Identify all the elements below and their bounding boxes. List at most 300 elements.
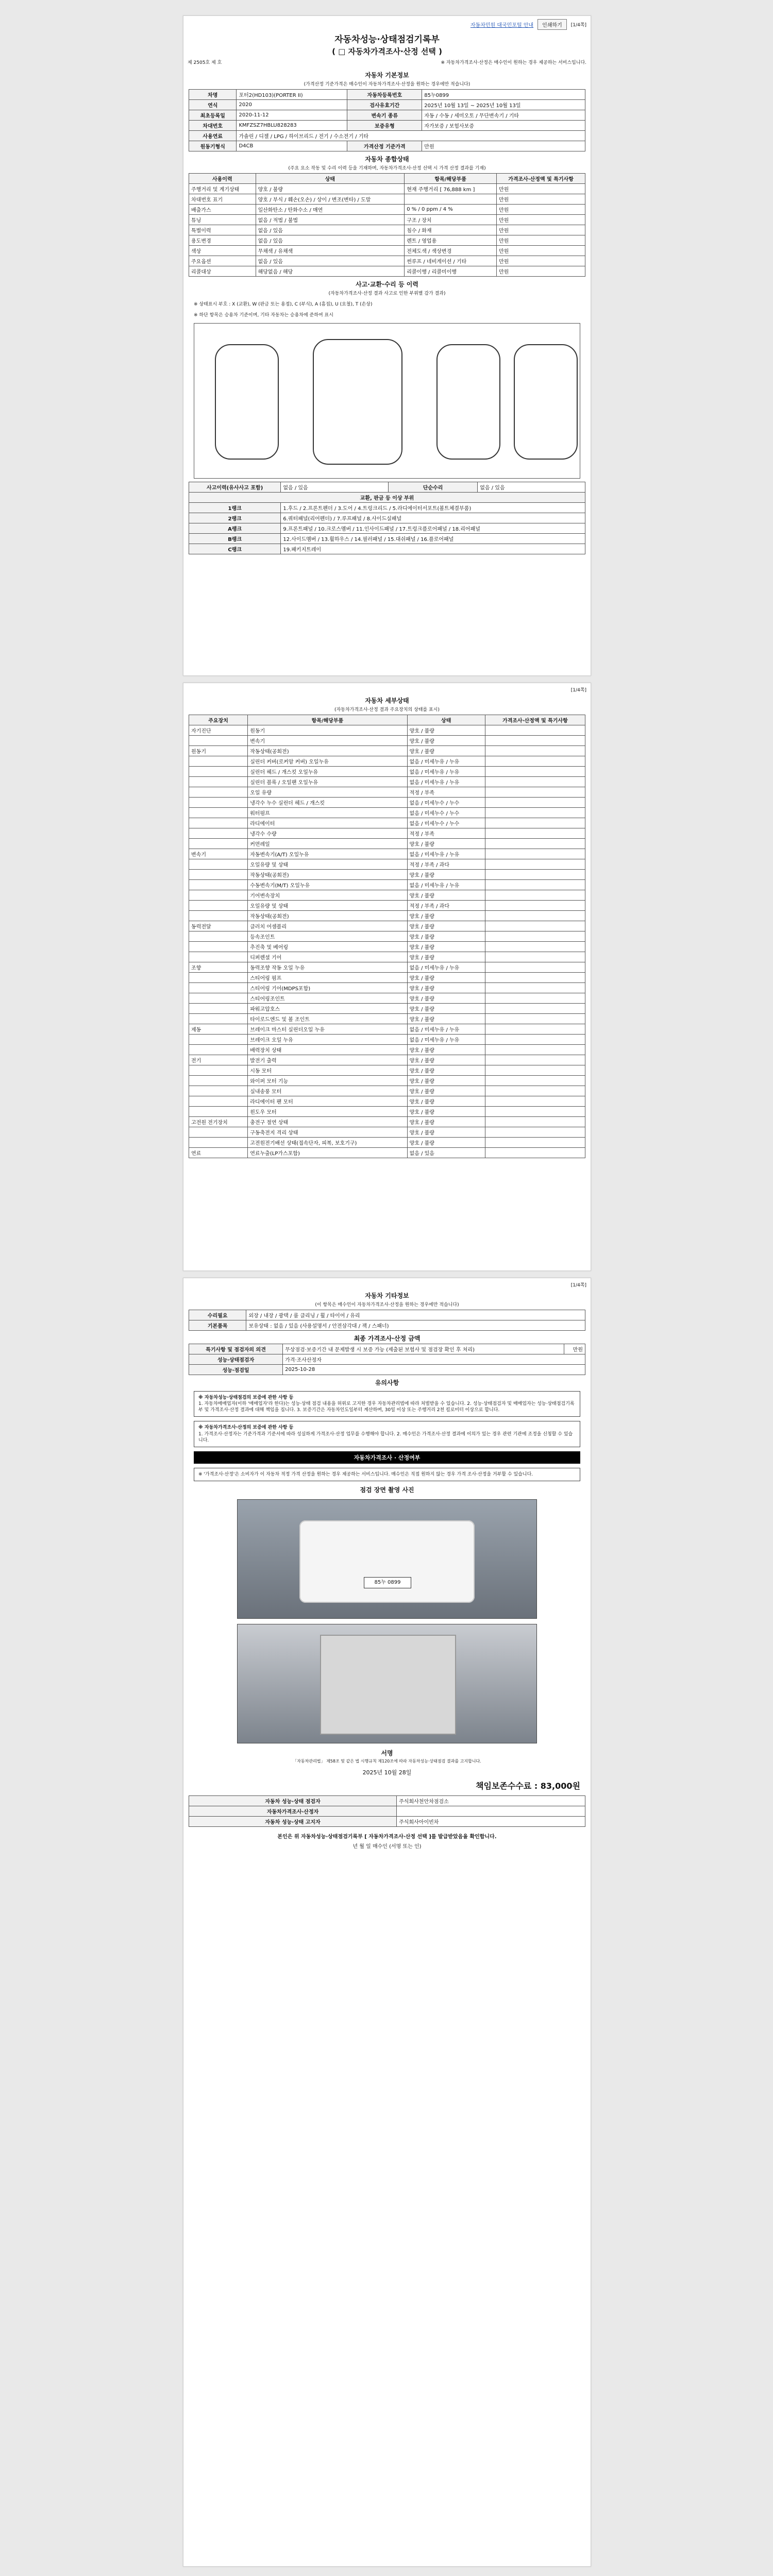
item: 스티어링 펌프	[248, 973, 407, 983]
item: 배력장치 상태	[248, 1045, 407, 1055]
item: 커먼레일	[248, 839, 407, 849]
accident-sub-note: ※ 하단 항목은 승용차 기준이며, 기타 자동차는 승용차에 준하여 표시	[194, 313, 333, 318]
cell: 0 % / 0 ppm / 4 %	[405, 205, 497, 215]
value: 자동 / 수동 / 세미오토 / 무단변속기 / 기타	[422, 110, 585, 121]
group	[189, 859, 248, 870]
detail-note: (자동차가격조사·산정 결과 주요장치의 상태를 표시)	[334, 707, 440, 713]
price	[485, 798, 585, 808]
state: 양호 / 불량	[407, 746, 485, 756]
group: 제동	[189, 1024, 248, 1035]
cell: 19.패키지트레이	[281, 544, 585, 554]
group	[189, 1138, 248, 1148]
inspection-photo-front	[237, 1499, 537, 1619]
value: 85누0899	[422, 90, 585, 100]
price	[485, 921, 585, 931]
rank: C랭크	[189, 544, 281, 554]
state: 양호 / 불량	[407, 1055, 485, 1065]
table-row	[189, 503, 585, 513]
value: 자가보증 / 보험사보증	[422, 121, 585, 131]
value: 2020-11-12	[237, 110, 347, 121]
price	[485, 993, 585, 1004]
label: 검사유효기간	[347, 100, 422, 110]
state: 양호 / 불량	[407, 973, 485, 983]
table-row	[189, 859, 585, 870]
page-number: [1/4쪽]	[570, 688, 586, 693]
table-row	[189, 1004, 585, 1014]
item: 윈도우 모터	[248, 1107, 407, 1117]
final-price-title: 최종 가격조사·산정 금액	[354, 1335, 421, 1342]
group: 원동기	[189, 746, 248, 756]
cell	[405, 194, 497, 205]
accident-table	[189, 482, 585, 554]
page-number: [1/4쪽]	[570, 1283, 586, 1288]
table-row	[189, 1076, 585, 1086]
price	[485, 1045, 585, 1055]
document-subtitle: ( □ 자동차가격조사·산정 선택 )	[332, 47, 442, 56]
table-row	[189, 523, 585, 534]
cell: 만원	[497, 266, 585, 277]
table-row	[189, 235, 585, 246]
group	[189, 828, 248, 839]
item: 브레이크 오일 누유	[248, 1035, 407, 1045]
photo-title: 점검 장면 촬영 사진	[360, 1486, 414, 1494]
table-row	[189, 246, 585, 256]
group	[189, 1086, 248, 1096]
item: 수동변속기(M/T) 오일누유	[248, 880, 407, 890]
item: 파워고압호스	[248, 1004, 407, 1014]
item: 자동변속기(A/T) 오일누유	[248, 849, 407, 859]
table-row	[189, 736, 585, 746]
state: 적정 / 부족 / 과다	[407, 901, 485, 911]
cell: 차대번호 표기	[189, 194, 256, 205]
page-header	[183, 16, 591, 30]
label: 차명	[189, 90, 237, 100]
label: 사용연료	[189, 131, 237, 141]
table-row	[189, 1045, 585, 1055]
item: 추진축 및 베어링	[248, 942, 407, 952]
group	[189, 983, 248, 993]
group	[189, 736, 248, 746]
state: 적정 / 부족	[407, 828, 485, 839]
cell: 없음 / 있음	[256, 235, 405, 246]
table-row	[189, 1014, 585, 1024]
state: 없음 / 미세누유 / 누유	[407, 1035, 485, 1045]
price	[485, 911, 585, 921]
table-row	[189, 993, 585, 1004]
accident-note: (자동차가격조사·산정 결과 사고로 인한 부위별 감가 결과)	[328, 291, 446, 296]
label: 단순수리	[388, 482, 477, 493]
price	[485, 767, 585, 777]
value: 2020	[237, 100, 347, 110]
price	[485, 983, 585, 993]
table-row	[189, 1055, 585, 1065]
table-row	[189, 911, 585, 921]
table-row	[189, 808, 585, 818]
page-number: [1/4쪽]	[570, 23, 586, 28]
cell: 일산화탄소 / 탄화수소 / 매연	[256, 205, 405, 215]
rank: B랭크	[189, 534, 281, 544]
notice-subtitle: ※ 자동차성능·상태점검의 보증에 관한 사항 등	[198, 1395, 294, 1400]
detail-table	[189, 715, 585, 1158]
table-row	[189, 1086, 585, 1096]
item: 타이로드엔드 및 볼 조인트	[248, 1014, 407, 1024]
price	[485, 1035, 585, 1045]
state: 양호 / 불량	[407, 1004, 485, 1014]
price	[485, 962, 585, 973]
cell: 만원	[564, 1344, 585, 1354]
table-row	[189, 839, 585, 849]
basic-info-note: (가격산정 기준가격은 매수인이 자동차가격조사·산정을 원하는 경우에만 적습니다)	[304, 82, 470, 87]
cell: 용도변경	[189, 235, 256, 246]
state: 없음 / 미세누유 / 누유	[407, 962, 485, 973]
document-note: ※ 자동차가격조사·산정은 매수인이 원하는 경우 제공하는 서비스입니다.	[441, 60, 586, 65]
state: 없음 / 있음	[407, 1148, 485, 1158]
vehicle-side-left	[215, 344, 279, 460]
table-row	[189, 983, 585, 993]
item: 원동기	[248, 725, 407, 736]
cell: 만원	[497, 246, 585, 256]
label: 연식	[189, 100, 237, 110]
table-row	[189, 225, 585, 235]
table-row	[189, 942, 585, 952]
state: 양호 / 불량	[407, 736, 485, 746]
label: 자동차 성능·상태 점검자	[189, 1795, 397, 1806]
table-row	[189, 194, 585, 205]
price	[485, 1127, 585, 1138]
state: 양호 / 불량	[407, 1076, 485, 1086]
table-row	[189, 1320, 585, 1331]
label: 사고이력(유사사고 포함)	[189, 482, 281, 493]
state: 적정 / 부족	[407, 787, 485, 798]
notice-title: 유의사항	[375, 1379, 399, 1386]
cell: 해당없음 / 해당	[256, 266, 405, 277]
price	[485, 1004, 585, 1014]
price	[485, 859, 585, 870]
item: 구동축전지 격리 상태	[248, 1127, 407, 1138]
table-row	[189, 1795, 585, 1806]
cell: 리콜대상	[189, 266, 256, 277]
table-row	[189, 1148, 585, 1158]
state: 양호 / 불량	[407, 1065, 485, 1076]
value: 포터2(HD103)(PORTER II)	[237, 90, 347, 100]
table-row	[189, 1806, 585, 1816]
group	[189, 1096, 248, 1107]
price	[485, 756, 585, 767]
cell: 만원	[497, 184, 585, 194]
item: 냉각수 수량	[248, 828, 407, 839]
sign-note: 「자동차관리법」 제58조 및 같은 법 시행규칙 제120조에 따라 자동차성능·상태점검 결과를 고지합니다.	[293, 1758, 481, 1764]
price	[485, 1076, 585, 1086]
cell: 주식회사아이빈차	[397, 1816, 585, 1826]
cell: 썬루프 / 네비게이션 / 기타	[405, 256, 497, 266]
cell: 없음 / 적법 / 불법	[256, 215, 405, 225]
price	[485, 1096, 585, 1107]
vehicle-top	[313, 339, 402, 465]
group	[189, 1076, 248, 1086]
state: 양호 / 불량	[407, 839, 485, 849]
table-row	[189, 777, 585, 787]
item: 워터펌프	[248, 808, 407, 818]
other-info-table	[189, 1310, 585, 1331]
state: 양호 / 불량	[407, 890, 485, 901]
value: 2025년 10월 13일 ~ 2025년 10월 13일	[422, 100, 585, 110]
item: 실린더 커버(로커암 커버) 오일누유	[248, 756, 407, 767]
notice-body: 1. 가격조사·산정자는 기준가격과 기준서에 따라 성실하게 가격조사·산정 업무를 수행해야 합니다. 2. 매수인은 가격조사·산정 결과에 이의가 있는 경우 관련 기관에 조정을 신청할 수 있습니다.	[198, 1431, 573, 1443]
state: 양호 / 불량	[407, 725, 485, 736]
group	[189, 1004, 248, 1014]
group	[189, 839, 248, 849]
table-row	[189, 1024, 585, 1035]
label: 변속기 종류	[347, 110, 422, 121]
table-row	[189, 205, 585, 215]
state: 양호 / 불량	[407, 870, 485, 880]
state: 양호 / 불량	[407, 983, 485, 993]
cell: 보유상태 : 없음 / 있음 (사용설명서 / 안전삼각대 / 잭 / 스패너)	[246, 1320, 585, 1331]
table-row	[189, 787, 585, 798]
notice-subtitle: ※ 자동차가격조사·산정의 보증에 관한 사항 등	[198, 1425, 294, 1431]
state: 없음 / 미세누수 / 누수	[407, 818, 485, 828]
price	[485, 1107, 585, 1117]
page-header	[183, 1278, 591, 1288]
sign-title: 서명	[381, 1749, 393, 1757]
price	[485, 839, 585, 849]
other-info-title: 자동차 기타정보	[365, 1292, 409, 1299]
item: 오일유량 및 상태	[248, 901, 407, 911]
other-info-note: (이 항목은 매수인이 자동차가격조사·산정을 원하는 경우에만 적습니다)	[315, 1302, 459, 1308]
table-row	[189, 849, 585, 859]
state: 없음 / 미세누수 / 누수	[407, 798, 485, 808]
cell: 튜닝	[189, 215, 256, 225]
item: 와이퍼 모터 기능	[248, 1076, 407, 1086]
rank: 2랭크	[189, 513, 281, 523]
fee-label: 책임보존수수료 : 83,000원	[476, 1781, 580, 1791]
price	[485, 931, 585, 942]
notice-body: 1. 자동차매매업자(이하 '매매업자'라 한다)는 성능·상태 점검 내용을 허위로 고지한 경우 자동차관리법에 따라 처벌받을 수 있습니다. 2. 성능·상태점검자 및 매매업자는 성능·상태점검기록부 및 가격조사·산정 결과에 대해 책임을 집니다. 3. 보증기간은 자동차인도일부터 계산하며, 30일 이상 또는 주행거리 2천 킬로미터 이상으로 합니다.	[198, 1401, 575, 1413]
cell: 렌트 / 영업용	[405, 235, 497, 246]
rank: 1랭크	[189, 503, 281, 513]
vehicle-side-right	[436, 344, 500, 460]
group	[189, 911, 248, 921]
item: 변속기	[248, 736, 407, 746]
item: 동력조향 작동 오일 누유	[248, 962, 407, 973]
price	[485, 952, 585, 962]
cell: 배출가스	[189, 205, 256, 215]
print-button[interactable]: 인쇄하기	[537, 19, 567, 30]
price	[485, 787, 585, 798]
accident-legend: ※ 상태표시 부호 : X (교환), W (판금 또는 용접), C (부식), A (흠집), U (요철), T (손상)	[194, 302, 373, 307]
state: 적정 / 부족 / 과다	[407, 859, 485, 870]
item: 브레이크 마스터 실린더오일 누유	[248, 1024, 407, 1035]
page-2	[183, 683, 591, 1271]
label: 교환, 판금 등 이상 부위	[189, 493, 585, 503]
item: 작동상태(공회전)	[248, 911, 407, 921]
state: 양호 / 불량	[407, 1014, 485, 1024]
table-row	[189, 1096, 585, 1107]
label: 보증유형	[347, 121, 422, 131]
state: 없음 / 미세누수 / 누수	[407, 808, 485, 818]
price	[485, 1014, 585, 1024]
table-row	[189, 534, 585, 544]
table-row	[189, 1310, 585, 1320]
label: 자동차가격조사·산정자	[189, 1806, 397, 1816]
value: D4CB	[237, 141, 347, 151]
group: 전기	[189, 1055, 248, 1065]
state: 양호 / 불량	[407, 1138, 485, 1148]
table-row	[189, 798, 585, 808]
sign-date: 2025년 10월 28일	[362, 1769, 412, 1776]
state: 양호 / 불량	[407, 942, 485, 952]
label: 가격산정 기준가격	[347, 141, 422, 151]
item: 실내송풍 모터	[248, 1086, 407, 1096]
label: 차대번호	[189, 121, 237, 131]
col-header: 상태	[407, 715, 485, 725]
col-header: 항목/해당부품	[248, 715, 407, 725]
item: 스티어링 기어(MDPS포함)	[248, 983, 407, 993]
plate-label: 85누 0899	[364, 1577, 411, 1588]
group	[189, 942, 248, 952]
page-3	[183, 1278, 591, 2567]
group	[189, 798, 248, 808]
col-header: 가격조사·산정액 및 특기사항	[485, 715, 585, 725]
state: 양호 / 불량	[407, 921, 485, 931]
item: 냉각수 누수 실린더 헤드 / 개스킷	[248, 798, 407, 808]
help-link[interactable]: 자동차민원 대국민포털 안내	[470, 23, 534, 28]
group: 동력전달	[189, 921, 248, 931]
price	[485, 1148, 585, 1158]
price	[485, 1086, 585, 1096]
signer-table	[189, 1795, 585, 1827]
cell: 전체도색 / 색상변경	[405, 246, 497, 256]
cell: 무상점검·보증기간 내 문제발생 시 보증 가능 (제출된 보험사 및 점검장 확인 후 처리)	[283, 1344, 564, 1354]
state: 양호 / 불량	[407, 1117, 485, 1127]
cell: 무채색 / 유채색	[256, 246, 405, 256]
notice-box-1	[194, 1391, 580, 1417]
cell: 가격·조사산정자	[283, 1354, 585, 1365]
state: 없음 / 미세누유 / 누유	[407, 1024, 485, 1035]
label: 최초등록일	[189, 110, 237, 121]
label: 특기사항 및 점검자의 의견	[189, 1344, 283, 1354]
cell: 없음 / 있음	[256, 256, 405, 266]
item: 시동 모터	[248, 1065, 407, 1076]
table-row	[189, 513, 585, 523]
footer-sign-line: 년 월 일 매수인 (서명 또는 인)	[352, 1843, 422, 1850]
cell: 주요옵션	[189, 256, 256, 266]
group	[189, 1035, 248, 1045]
label: 성능·상태점검자	[189, 1354, 283, 1365]
group	[189, 901, 248, 911]
group	[189, 767, 248, 777]
group: 변속기	[189, 849, 248, 859]
state: 양호 / 불량	[407, 931, 485, 942]
cell: 특별이력	[189, 225, 256, 235]
value: KMFZSZ7HBLU828283	[237, 121, 347, 131]
truck-image	[299, 1520, 475, 1603]
state: 없음 / 미세누유 / 누유	[407, 880, 485, 890]
cell: 현재 주행거리 [ 76,888 km ]	[405, 184, 497, 194]
cell: 리콜이행 / 리콜미이행	[405, 266, 497, 277]
cell: 6.쿼터패널(리어펜더) / 7.루프패널 / 8.사이드실패널	[281, 513, 585, 523]
cell: 2025-10-28	[283, 1365, 585, 1375]
price	[485, 901, 585, 911]
group	[189, 1065, 248, 1076]
accident-title: 사고·교환·수리 등 이력	[356, 281, 418, 288]
document-number: 제 2505호 제 호	[188, 60, 222, 65]
price	[485, 942, 585, 952]
group	[189, 931, 248, 942]
state: 없음 / 미세누유 / 누유	[407, 777, 485, 787]
group	[189, 808, 248, 818]
state: 양호 / 불량	[407, 993, 485, 1004]
table-row	[189, 767, 585, 777]
price	[485, 1138, 585, 1148]
label: 성능·점검일	[189, 1365, 283, 1375]
value: 없음 / 있음	[478, 482, 585, 493]
table-row	[189, 1107, 585, 1117]
table-row	[189, 901, 585, 911]
price	[485, 1055, 585, 1065]
item: 실린더 블록 / 오일팬 오일누유	[248, 777, 407, 787]
item: 디퍼렌셜 기어	[248, 952, 407, 962]
table-row	[189, 184, 585, 194]
group: 자기진단	[189, 725, 248, 736]
col-header: 주요장치	[189, 715, 248, 725]
item: 작동상태(공회전)	[248, 870, 407, 880]
state: 양호 / 불량	[407, 1127, 485, 1138]
cell: 만원	[497, 256, 585, 266]
basic-info-table	[189, 89, 585, 151]
table-row	[189, 931, 585, 942]
table-row	[189, 746, 585, 756]
item: 고전원전기배선 상태(접속단자, 피복, 보호기구)	[248, 1138, 407, 1148]
table-row	[189, 962, 585, 973]
special-table	[189, 1344, 585, 1375]
label: 원동기형식	[189, 141, 237, 151]
price	[485, 808, 585, 818]
state: 양호 / 불량	[407, 1086, 485, 1096]
table-row	[189, 828, 585, 839]
table-row	[189, 880, 585, 890]
group: 조향	[189, 962, 248, 973]
price	[485, 880, 585, 890]
page-1	[183, 15, 591, 676]
table-row	[189, 1035, 585, 1045]
group	[189, 756, 248, 767]
table-row	[189, 870, 585, 880]
state: 양호 / 불량	[407, 1096, 485, 1107]
price	[485, 1117, 585, 1127]
cell: 색상	[189, 246, 256, 256]
selection-body: ※ '가격조사·산정'은 소비자가 이 자동차 적정 가격 산정을 원하는 경우 제공하는 서비스입니다. 매수인은 직접 원하지 않는 경우 가격 조사·산정을 거부할 수 있습니다.	[194, 1468, 580, 1481]
label: 기본품목	[189, 1320, 246, 1331]
group	[189, 952, 248, 962]
price	[485, 818, 585, 828]
cell: 구조 / 장치	[405, 215, 497, 225]
col-header: 상태	[256, 174, 405, 184]
cell: 1.후드 / 2.프론트펜더 / 3.도어 / 4.트렁크리드 / 5.라디에이터서포트(볼트체결부품)	[281, 503, 585, 513]
price	[485, 1024, 585, 1035]
state: 양호 / 불량	[407, 911, 485, 921]
label: 수리필요	[189, 1310, 246, 1320]
value: 가솔린 / 디젤 / LPG / 하이브리드 / 전기 / 수소전기 / 기타	[237, 131, 585, 141]
item: 클러치 어셈블리	[248, 921, 407, 931]
table-row	[189, 1816, 585, 1826]
table-row	[189, 1065, 585, 1076]
cell: 9.프론트패널 / 10.크로스멤버 / 11.인사이드패널 / 17.트렁크플로어패널 / 18.리어패널	[281, 523, 585, 534]
price	[485, 870, 585, 880]
page-header	[183, 683, 591, 693]
value: 없음 / 있음	[281, 482, 389, 493]
item: 발전기 출력	[248, 1055, 407, 1065]
